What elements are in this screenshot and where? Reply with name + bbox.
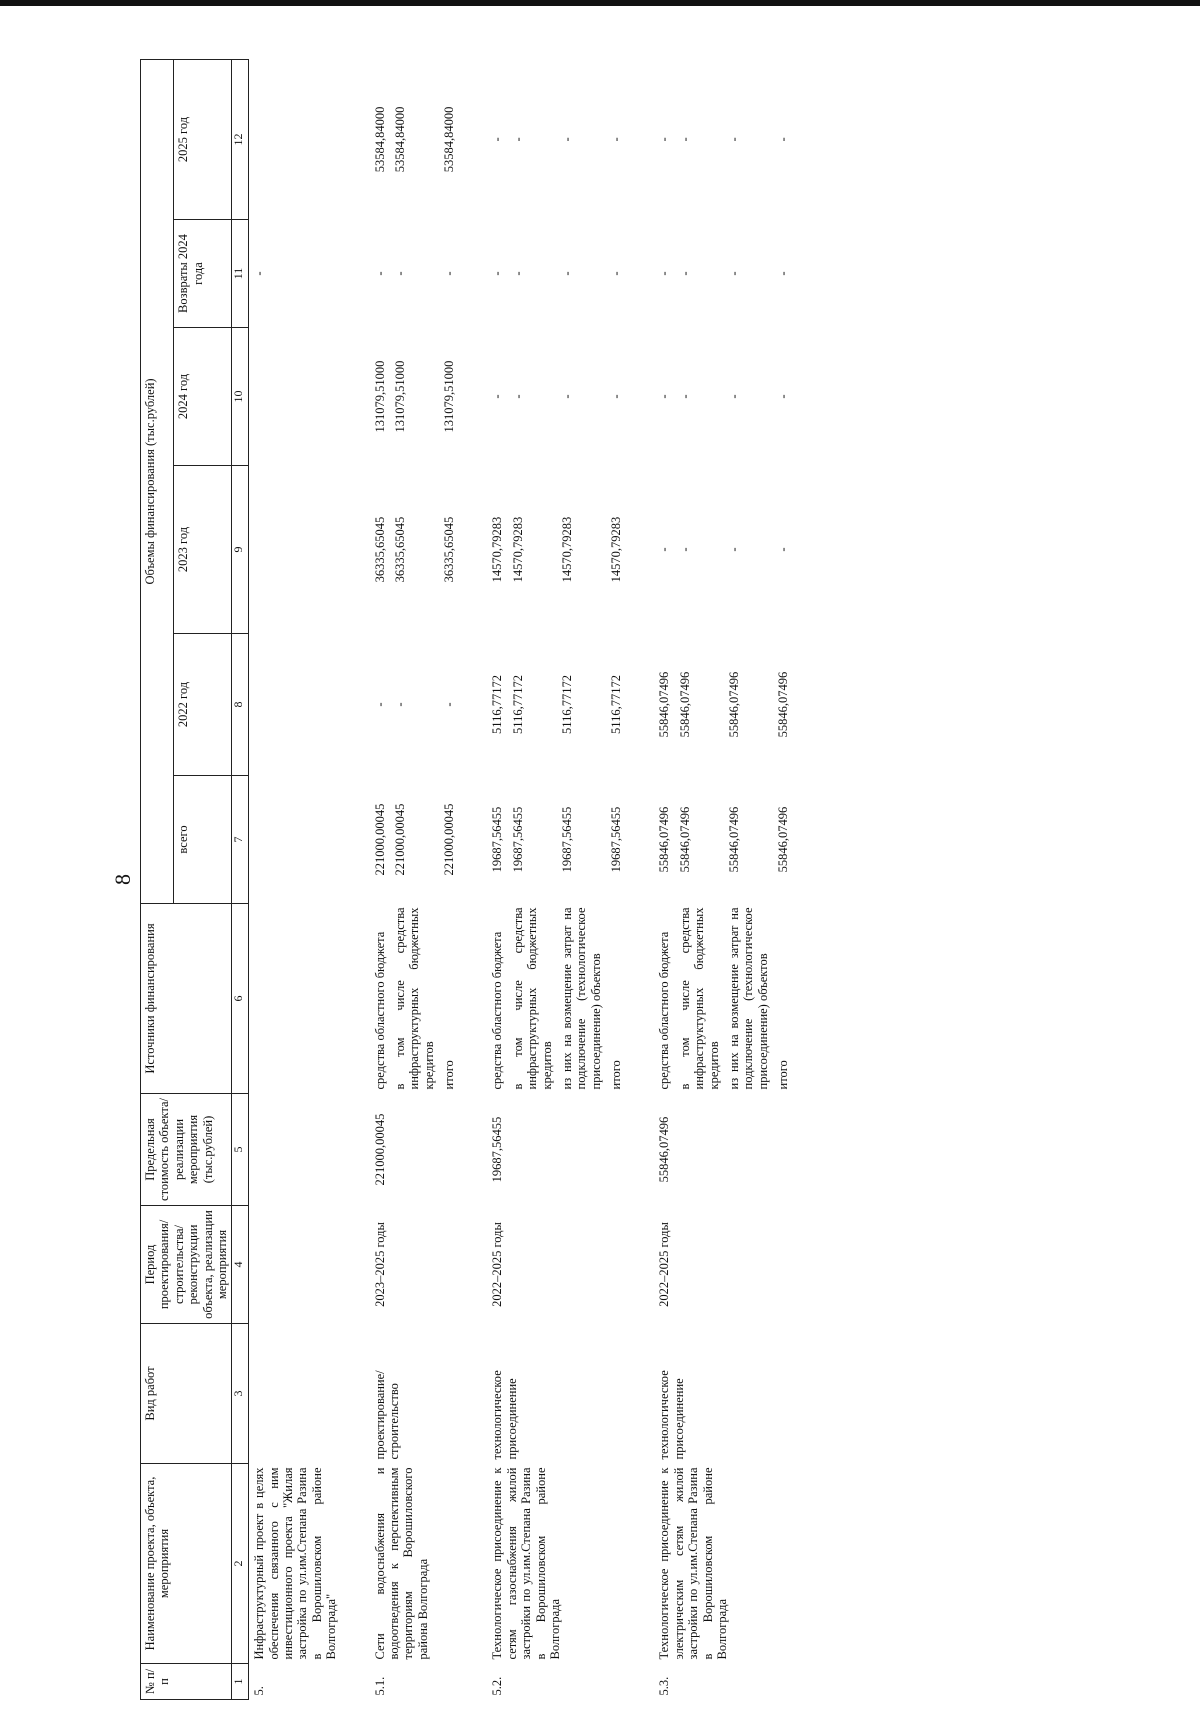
row-name: Технологическое присоединение к сетям газоснабжения жилой застройки по ул.им.Степана Разина в Ворошиловском районе Волгограда — [490, 1467, 562, 1660]
column-number: 3 — [232, 1324, 249, 1464]
row-source: итого — [442, 1060, 456, 1090]
row-returns: - — [252, 271, 267, 276]
row-returns: - — [776, 271, 790, 276]
row-2025: - — [726, 137, 741, 142]
row-2024: - — [490, 394, 505, 399]
row-2024: - — [609, 394, 623, 399]
row-2022: 55846,07496 — [677, 671, 692, 738]
row-2023: - — [657, 547, 672, 552]
row-work-type: технологическое присоединение — [490, 1370, 519, 1460]
row-2025: - — [776, 137, 790, 142]
header-work-type: Вид работ — [141, 1324, 232, 1464]
row-2022: 55846,07496 — [776, 671, 790, 738]
column-number-row — [232, 59, 249, 1699]
row-2022: 5116,77172 — [510, 675, 525, 734]
rotated-table-container — [140, 60, 1050, 1700]
row-source: средства областного бюджета — [657, 931, 672, 1090]
row-2022: 55846,07496 — [657, 671, 672, 738]
row-total: 55846,07496 — [677, 806, 692, 873]
row-2025: - — [657, 137, 672, 142]
row-total: 221000,00045 — [442, 803, 456, 876]
row-returns: - — [510, 271, 525, 276]
row-2025: - — [559, 137, 574, 142]
row-returns: - — [442, 271, 456, 276]
row-work-type: проектирование/ строительство — [372, 1370, 401, 1460]
row-2023: - — [677, 547, 692, 552]
row-name: Технологическое присоединение к электрическим сетям жилой застройки по ул.им.Степана Разина в Ворошиловском районе Волгограда — [657, 1467, 729, 1660]
row-returns: - — [677, 271, 692, 276]
row-no: 5. — [252, 1686, 267, 1696]
row-period: 2022–2025 годы — [490, 1222, 505, 1307]
header-volumes-group: Объемы финансирования (тыс.рублей) — [141, 59, 174, 903]
row-source: в том числе средства инфраструктурных бюджетных кредитов — [510, 907, 554, 1090]
column-number: 12 — [232, 59, 249, 219]
row-total: 19687,56455 — [490, 806, 505, 873]
row-source: итого — [609, 1060, 623, 1090]
header-2025: 2025 год — [174, 59, 232, 219]
row-2023: - — [726, 547, 741, 552]
header-total: всего — [174, 776, 232, 904]
row-source: из них на возмещение затрат на подключение (технологическое присоединение) объектов — [559, 907, 603, 1090]
header-2022: 2022 год — [174, 634, 232, 776]
header-2023: 2023 год — [174, 466, 232, 634]
row-returns: - — [609, 271, 623, 276]
row-2023: 14570,79283 — [609, 516, 623, 583]
row-2022: - — [442, 702, 456, 707]
row-2023: 36335,65045 — [372, 516, 387, 583]
row-2023: 14570,79283 — [559, 516, 574, 583]
row-total: 19687,56455 — [609, 806, 623, 873]
row-period: 2022–2025 годы — [657, 1222, 672, 1307]
header-2024: 2024 год — [174, 328, 232, 466]
row-work-type: технологическое присоединение — [657, 1370, 686, 1460]
column-number: 7 — [232, 776, 249, 904]
row-period: 2023–2025 годы — [372, 1222, 387, 1307]
row-2024: 131079,51000 — [392, 360, 407, 433]
row-source: итого — [776, 1060, 790, 1090]
row-returns: - — [657, 271, 672, 276]
column-number: 2 — [232, 1464, 249, 1664]
column-number: 11 — [232, 220, 249, 328]
column-number: 10 — [232, 328, 249, 466]
financing-table — [140, 59, 793, 1700]
row-2023: 14570,79283 — [490, 516, 505, 583]
row-2025: - — [510, 137, 525, 142]
row-2022: 55846,07496 — [726, 671, 741, 738]
row-returns: - — [490, 271, 505, 276]
row-source: средства областного бюджета — [372, 931, 387, 1090]
row-total: 55846,07496 — [657, 806, 672, 873]
column-number: 6 — [232, 904, 249, 1094]
header-no: № п/п — [141, 1664, 232, 1700]
row-2022: - — [372, 702, 387, 707]
row-limit-cost: 19687,56455 — [490, 1116, 505, 1183]
row-limit-cost: 55846,07496 — [657, 1116, 672, 1183]
table-row-project — [249, 59, 342, 1699]
row-total: 55846,07496 — [776, 806, 790, 873]
header-limit-cost: Предельная стоимость объекта/ реализации мероприятия (тыс.рублей) — [141, 1094, 232, 1206]
row-2022: 5116,77172 — [559, 675, 574, 734]
column-number: 4 — [232, 1206, 249, 1324]
row-total: 19687,56455 — [510, 806, 525, 873]
column-number: 1 — [232, 1664, 249, 1700]
row-returns: - — [726, 271, 741, 276]
row-limit-cost: 221000,00045 — [372, 1113, 387, 1186]
row-2023: 36335,65045 — [442, 516, 456, 583]
row-2024: - — [726, 394, 741, 399]
top-border — [0, 0, 1200, 6]
row-2024: 131079,51000 — [372, 360, 387, 433]
row-no: 5.1. — [372, 1676, 387, 1696]
row-2022: - — [392, 702, 407, 707]
row-2022: 5116,77172 — [609, 675, 623, 734]
header-row-1 — [141, 59, 174, 1699]
row-total: 55846,07496 — [726, 806, 741, 873]
row-no: 5.2. — [490, 1676, 505, 1696]
header-sources: Источники финансирования — [141, 904, 232, 1094]
row-no: 5.3. — [657, 1676, 672, 1696]
row-total: 221000,00045 — [372, 803, 387, 876]
row-name: Инфраструктурный проект в целях обеспечения связанного с ним инвестиционного проекта "Жилая застройка по ул.им.Степана Разина в Ворошиловском районе Волгограда" — [252, 1467, 339, 1660]
table-row — [654, 59, 674, 1699]
row-2025: 53584,84000 — [392, 106, 407, 173]
row-2024: 131079,51000 — [442, 360, 456, 433]
row-2023: - — [776, 547, 790, 552]
row-2025: - — [677, 137, 692, 142]
row-2024: - — [510, 394, 525, 399]
row-2024: - — [677, 394, 692, 399]
column-number: 5 — [232, 1094, 249, 1206]
row-2023: 36335,65045 — [392, 516, 407, 583]
page-number: 8 — [110, 874, 135, 885]
row-source: из них на возмещение затрат на подключение (технологическое присоединение) объектов — [726, 907, 770, 1090]
header-name: Наименование проекта, объекта, мероприятия — [141, 1464, 232, 1664]
row-total: 19687,56455 — [559, 806, 574, 873]
row-source: в том числе средства инфраструктурных бюджетных кредитов — [392, 907, 436, 1090]
header-returns-2024: Возвраты 2024 года — [174, 220, 232, 328]
row-total: 221000,00045 — [392, 803, 407, 876]
row-2023: 14570,79283 — [510, 516, 525, 583]
row-2024: - — [776, 394, 790, 399]
row-2022: 5116,77172 — [490, 675, 505, 734]
table-row — [370, 59, 390, 1699]
row-2025: - — [490, 137, 505, 142]
row-2025: 53584,84000 — [442, 106, 456, 173]
column-number: 9 — [232, 466, 249, 634]
row-2024: - — [657, 394, 672, 399]
row-name: Сети водоснабжения и водоотведения к перспективным территориям Ворошиловского района Волгограда — [372, 1467, 430, 1660]
row-2025: 53584,84000 — [372, 106, 387, 173]
row-source: в том числе средства инфраструктурных бюджетных кредитов — [677, 907, 721, 1090]
column-number: 8 — [232, 634, 249, 776]
row-source: средства областного бюджета — [490, 931, 505, 1090]
table-row — [487, 59, 507, 1699]
header-period: Период проектирования/ строительства/ реконструкции объекта, реализации мероприятия — [141, 1206, 232, 1324]
row-returns: - — [372, 271, 387, 276]
row-2025: - — [609, 137, 623, 142]
row-returns: - — [559, 271, 574, 276]
row-2024: - — [559, 394, 574, 399]
row-returns: - — [392, 271, 407, 276]
